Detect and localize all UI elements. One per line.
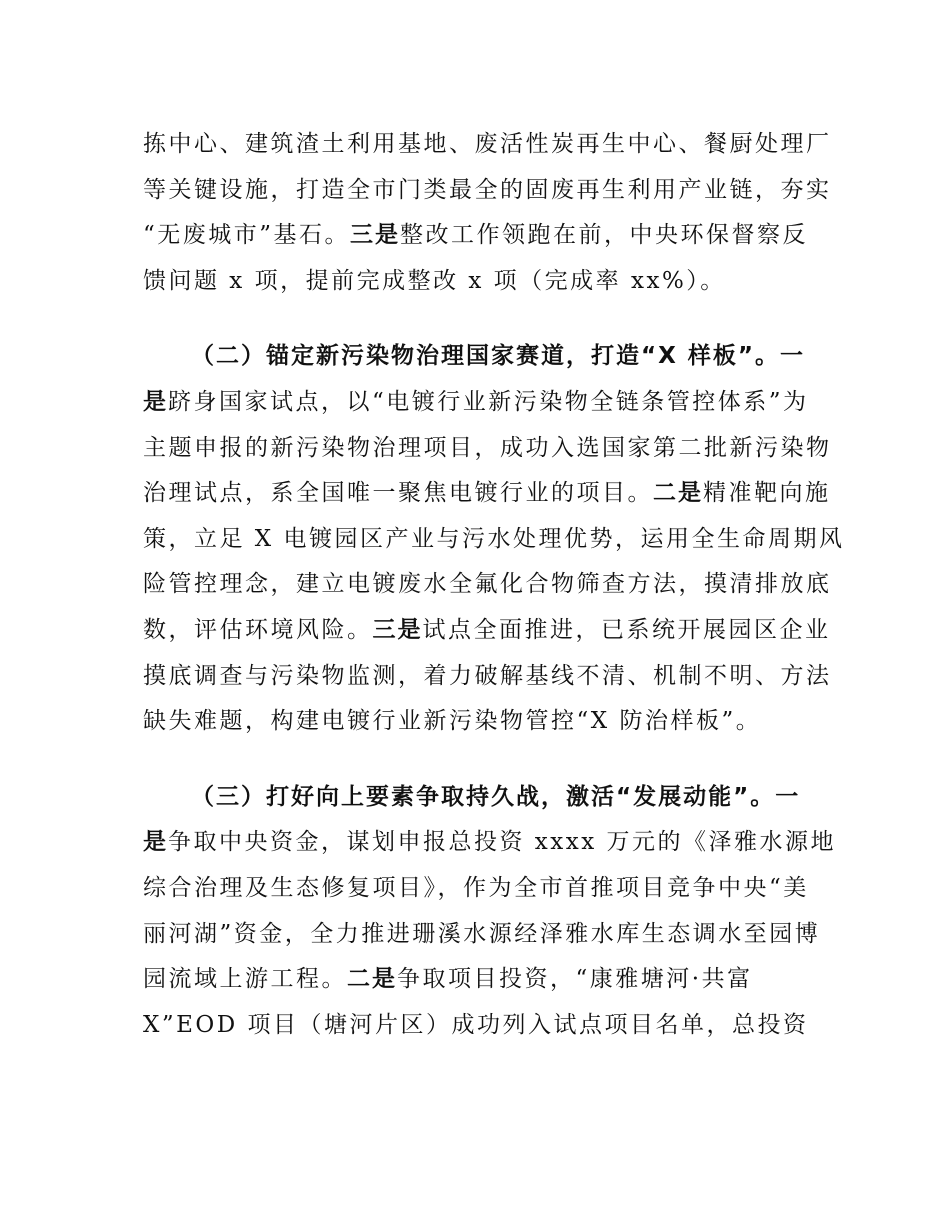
paragraph-gap bbox=[143, 745, 813, 775]
paragraph-2 bbox=[143, 334, 845, 744]
text-line: 等关键设施，打造全市门类最全的固废再生利用产业链，夯实 bbox=[143, 176, 832, 203]
text-line bbox=[143, 380, 813, 426]
bold-keyword: 二是 bbox=[347, 966, 397, 993]
text-run: 试点全面推进，已系统开展园区企业 bbox=[422, 616, 831, 643]
text-line bbox=[143, 957, 813, 1003]
text-line: X”EOD 项目（塘河片区）成功列入试点项目名单，总投资 bbox=[143, 1011, 809, 1038]
section-heading bbox=[143, 334, 813, 380]
text-line: 馈问题 x 项，提前完成整改 x 项（完成率 xx%）。 bbox=[143, 267, 726, 294]
text-line: 丽河湖”资金，全力推进珊溪水源经泽雅水库生态调水至园博 bbox=[143, 920, 821, 947]
bold-keyword: 三是 bbox=[350, 222, 401, 249]
text-run: 跻身国家试点，以“电镀行业新污染物全链条管控体系”为 bbox=[168, 388, 809, 415]
text-line: 策，立足 X 电镀园区产业与污水处理优势，运用全生命周期风 bbox=[143, 525, 845, 552]
text-line: 缺失难题，构建电镀行业新污染物管控“X 防治样板”。 bbox=[143, 708, 762, 735]
text-line: 主题申报的新污染物治理项目，成功入选国家第二批新污染物 bbox=[143, 434, 832, 461]
text-run: 园流域上游工程。 bbox=[143, 966, 347, 993]
bold-keyword: 三是 bbox=[372, 616, 423, 643]
bold-keyword: 二是 bbox=[653, 480, 703, 507]
text-line bbox=[143, 608, 831, 654]
text-run: “无废城市”基石。 bbox=[143, 222, 351, 249]
text-line: 综合治理及生态修复项目》，作为全市首推项目竞争中央“美 bbox=[143, 874, 809, 901]
paragraph-3 bbox=[143, 775, 837, 1049]
text-line bbox=[143, 820, 837, 866]
document-page bbox=[143, 122, 845, 1048]
text-run: 争取项目投资，“康雅塘河·共富 bbox=[397, 966, 753, 993]
text-line: 险管控理念，建立电镀废水全氟化合物筛查方法，摸清排放底 bbox=[143, 571, 832, 598]
section-heading bbox=[143, 775, 813, 821]
text-run: 争取中央资金，谋划申报总投资 xxxx 万元的《泽雅水源地 bbox=[168, 829, 837, 856]
text-line: 拣中心、建筑渣土利用基地、废活性炭再生中心、餐厨处理厂 bbox=[143, 131, 832, 157]
text-run: 精准靶向施 bbox=[703, 480, 831, 507]
text-line bbox=[143, 471, 831, 517]
heading-text: （三）打好向上要素争取持久战，激活“发展动能”。一 bbox=[191, 783, 801, 810]
heading-text: （二）锚定新污染物治理国家赛道，打造“X 样板”。一 bbox=[191, 343, 805, 370]
text-line bbox=[143, 213, 813, 259]
text-run: 数，评估环境风险。 bbox=[143, 616, 373, 643]
bold-keyword: 是 bbox=[143, 829, 168, 856]
paragraph-1 bbox=[143, 122, 832, 304]
paragraph-gap bbox=[143, 304, 813, 334]
bold-keyword: 是 bbox=[143, 388, 168, 415]
text-line: 摸底调查与污染物监测，着力破解基线不清、机制不明、方法 bbox=[143, 662, 832, 689]
text-run: 治理试点，系全国唯一聚焦电镀行业的项目。 bbox=[143, 480, 653, 507]
text-run: 整改工作领跑在前，中央环保督察反 bbox=[400, 222, 809, 249]
